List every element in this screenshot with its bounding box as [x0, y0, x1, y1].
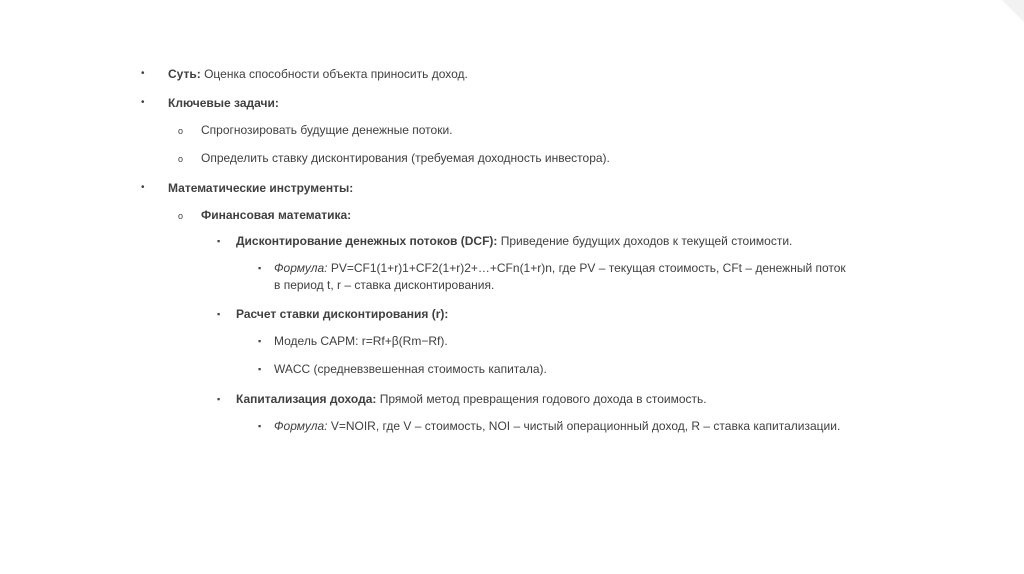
key-tasks-heading — [168, 95, 279, 111]
key-task-item: Спрогнозировать будущие денежные потоки. — [201, 123, 453, 137]
cap-formula-label: Формула: — [274, 419, 328, 433]
bullet-square-icon: ▪ — [258, 421, 262, 431]
cap-text: Прямой метод превращения годового дохода в стоимость. — [379, 392, 707, 406]
finmath-label: Финансовая математика: — [201, 208, 352, 222]
bullet-square-icon: ▪ — [258, 364, 262, 374]
finmath-heading — [201, 207, 351, 223]
rate-label: Расчет ставки дисконтирования (r): — [236, 307, 449, 321]
cap-formula-text: V=NOIR, где V – стоимость, NOI – чистый операционный доход, R – ставка капитализации. — [330, 419, 841, 433]
bullet-circle-icon: o — [178, 154, 184, 164]
dcf-formula-line1 — [274, 260, 846, 276]
cap-formula — [274, 418, 840, 434]
bullet-square-icon: ▪ — [217, 394, 221, 404]
dcf-formula-line2: в период t, r – ставка дисконтирования. — [274, 278, 495, 292]
bullet-circle-icon: o — [178, 126, 184, 136]
rate-item-capm: Модель CAPM: r=Rf+β(Rm−Rf). — [274, 334, 448, 348]
essence-item — [168, 66, 468, 82]
bullet-disc-icon: • — [141, 68, 145, 79]
math-tools-heading — [168, 180, 353, 196]
essence-text: Оценка способности объекта приносить доход. — [204, 67, 468, 81]
key-tasks-label: Ключевые задачи: — [168, 96, 279, 110]
bullet-square-icon: ▪ — [258, 263, 262, 273]
cap-label: Капитализация дохода: — [236, 392, 377, 406]
dcf-formula-label: Формула: — [274, 261, 328, 275]
cap-item — [236, 391, 707, 407]
bullet-circle-icon: o — [178, 211, 184, 221]
rate-item-wacc: WACC (средневзвешенная стоимость капитала). — [274, 362, 547, 376]
bullet-square-icon: ▪ — [217, 236, 221, 246]
dcf-formula-text: PV=CF1(1+r)1+CF2(1+r)2+…+CFn(1+r)n, где PV – текущая стоимость, CFt – денежный поток — [330, 261, 846, 275]
slide-corner-decoration — [1002, 0, 1024, 22]
essence-label: Суть: — [168, 67, 201, 81]
bullet-square-icon: ▪ — [258, 336, 262, 346]
rate-heading — [236, 306, 448, 322]
dcf-label: Дисконтирование денежных потоков (DCF): — [236, 234, 498, 248]
dcf-item — [236, 233, 792, 249]
bullet-disc-icon: • — [141, 97, 145, 108]
key-task-item: Определить ставку дисконтирования (требуемая доходность инвестора). — [201, 151, 610, 165]
bullet-disc-icon: • — [141, 182, 145, 193]
bullet-square-icon: ▪ — [217, 309, 221, 319]
math-tools-label: Математические инструменты: — [168, 181, 354, 195]
dcf-text: Приведение будущих доходов к текущей стоимости. — [500, 234, 793, 248]
